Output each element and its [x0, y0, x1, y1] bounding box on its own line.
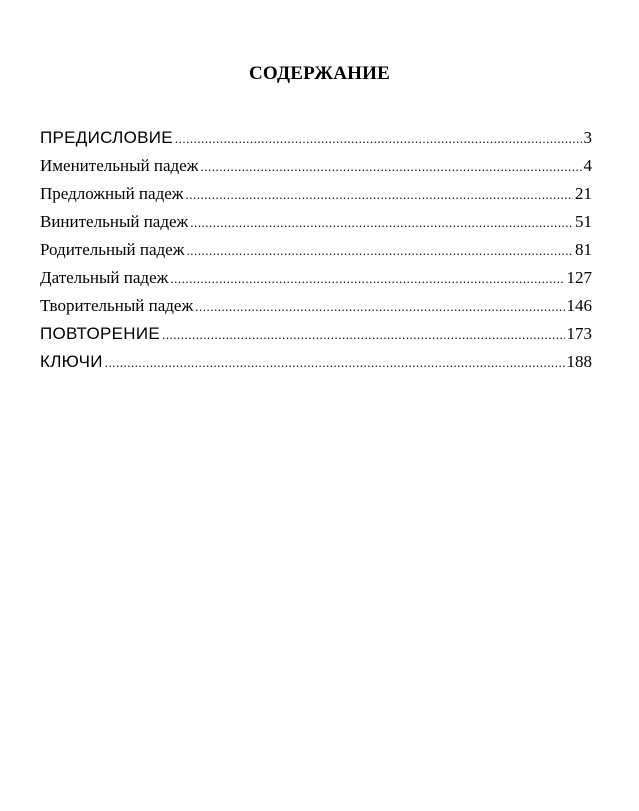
- toc-entry-label: КЛЮЧИ: [40, 352, 103, 371]
- toc-entry-label: Родительный падеж: [40, 240, 185, 259]
- toc-entry-label: ПРЕДИСЛОВИЕ: [40, 128, 173, 147]
- toc-entry-label: Именительный падеж: [40, 156, 199, 175]
- toc-entry-label: Винительный падеж: [40, 212, 189, 231]
- toc-entry-preface[interactable]: [40, 124, 592, 152]
- toc-entry-page-number: 173: [566, 324, 592, 343]
- toc-entry-page-number: 4: [583, 156, 592, 175]
- toc-leader-dots: [186, 237, 573, 265]
- toc-entry-genitive[interactable]: [40, 236, 592, 264]
- toc-entry-prepositional[interactable]: [40, 180, 592, 208]
- toc-entry-page-number: 21: [575, 184, 592, 203]
- toc-entry-page-number: 81: [575, 240, 592, 259]
- toc-entry-dative[interactable]: [40, 264, 592, 292]
- toc-entry-nominative[interactable]: [40, 152, 592, 180]
- toc-leader-dots: [195, 293, 564, 321]
- page-title: СОДЕРЖАНИЕ: [249, 63, 390, 84]
- toc-leader-dots: [190, 209, 573, 237]
- toc-entry-label: Творительный падеж: [40, 296, 194, 315]
- toc-entry-instrumental[interactable]: [40, 292, 592, 320]
- toc-leader-dots: [162, 321, 565, 349]
- toc-leader-dots: [175, 125, 582, 153]
- toc-entry-keys[interactable]: [40, 348, 592, 376]
- toc-leader-dots: [186, 181, 573, 209]
- toc-entry-label: ПОВТОРЕНИЕ: [40, 324, 160, 343]
- toc-entry-page-number: 51: [575, 212, 592, 231]
- toc-entry-label: Дательный падеж: [40, 268, 169, 287]
- toc-entry-review[interactable]: [40, 320, 592, 348]
- toc-entry-page-number: 188: [566, 352, 592, 371]
- toc-entry-label: Предложный падеж: [40, 184, 184, 203]
- toc-entry-accusative[interactable]: [40, 208, 592, 236]
- toc-entry-page-number: 3: [583, 128, 592, 147]
- toc-leader-dots: [105, 349, 565, 377]
- toc-leader-dots: [200, 153, 581, 181]
- toc-entry-page-number: 127: [566, 268, 592, 287]
- toc-leader-dots: [170, 265, 564, 293]
- table-of-contents: [40, 124, 592, 376]
- toc-entry-page-number: 146: [566, 296, 592, 315]
